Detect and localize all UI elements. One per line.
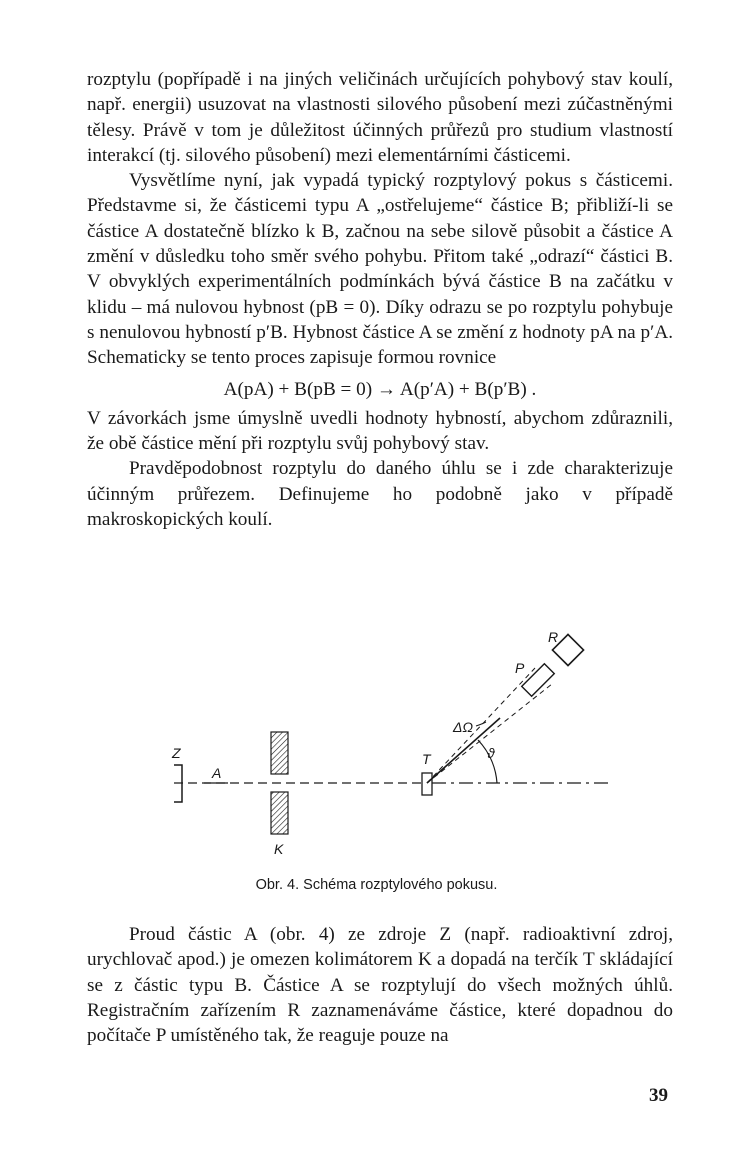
cone-edge-2 <box>427 684 552 783</box>
collimator-upper <box>271 732 288 774</box>
beam-label: A <box>212 765 222 781</box>
solid-angle-label: ΔΩ <box>453 719 474 735</box>
paragraph: Pravděpodobnost rozptylu do daného úhlu se i zde charakterizuje účinným průřezem. Definujeme ho podobně jako v případě makroskopických koulí. <box>87 458 673 531</box>
angle-label: ϑ <box>487 745 495 761</box>
text-top <box>87 67 673 532</box>
collimator-label: K <box>274 841 284 857</box>
collimator-lower <box>271 792 288 834</box>
equation: A(pA) + B(pB = 0) → A(p′A) + B(p′B) . <box>223 378 537 400</box>
paragraph: Vysvětlíme nyní, jak vypadá typický rozptylový pokus s částicemi. Představme si, že částicemi typu A „ostřelujeme“ částice B; přibliží-li se částice A dostatečně blízko k B, začnou na sebe silově působit a částice A změní v důsledku toho směr svého pohybu. Přitom také „odrazí“ částici B. V obvyklých experimentálních podmínkách bývá částice B na začátku v klidu – má nulovou hybnost (pB = 0). Díky odrazu se po rozptylu pohybuje s nenulovou hybností p′B. Hybnost částice A se změní z hodnoty pA na p′A. Schematicky se tento proces zapisuje formou rovnice <box>87 170 673 369</box>
text-bottom <box>87 922 673 1048</box>
target-label: T <box>422 751 431 767</box>
paragraph: Proud částic A (obr. 4) ze zdroje Z (např. radioaktivní zdroj, urychlovač apod.) je omezen kolimátorem K a dopadá na terčík T skládající se z částic typu B. Částice A se rozptylují do všech možných úhlů. Registračním zařízením R zaznamenáváme částice, které dopadnou do počítače P umístěného tak, že reaguje pouze na <box>87 924 673 1047</box>
solid-angle-pointer <box>476 722 486 726</box>
source-label: Z <box>172 745 181 761</box>
paragraph: rozptylu (popřípadě i na jiných veličinách určujících pohybový stav koulí, např. energii) usuzovat na vlastnosti silového působení mezi zúčastněnými tělesy. Právě v tom je důležitost účinných průřezů pro studium vlastností interakcí (tj. silového působení) mezi elementárními částicemi. <box>87 69 673 166</box>
counter-label: P <box>515 660 525 676</box>
page-number: 39 <box>649 1085 668 1106</box>
registration-label: R <box>548 629 559 645</box>
paragraph: V závorkách jsme úmyslně uvedli hodnoty hybností, abychom zdůraznili, že obě částice mění při rozptylu svůj pohybový stav. <box>87 407 673 455</box>
counter-p <box>522 664 555 697</box>
scattering-diagram <box>160 628 680 863</box>
target <box>422 773 432 795</box>
figure-caption: Obr. 4. Schéma rozptylového pokusu. <box>255 877 498 893</box>
cone-edge-1 <box>427 668 535 783</box>
